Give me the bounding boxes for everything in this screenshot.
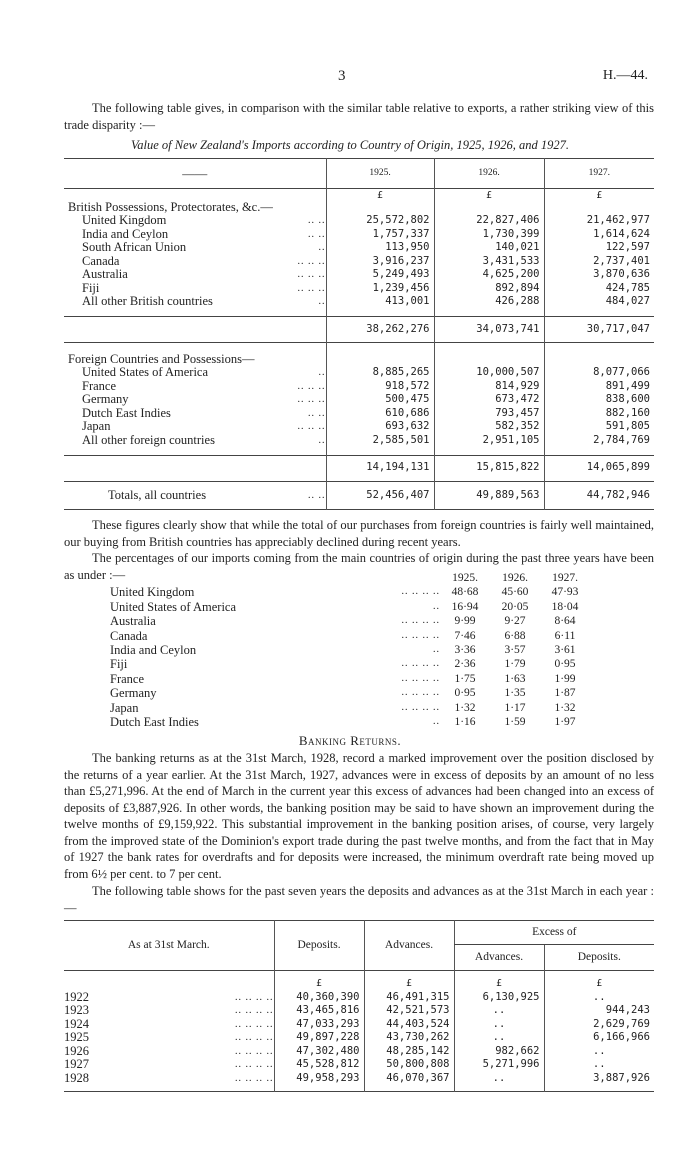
banking-value: 43,465,816 xyxy=(274,1004,364,1018)
value-cell: 424,785 xyxy=(544,282,654,296)
row-label: Fiji .. .. .. xyxy=(82,280,326,295)
imports-year-header: 1926. xyxy=(434,159,544,189)
banking-value: 6,130,925 xyxy=(454,991,544,1005)
row-label: 1926 .. .. .. .. xyxy=(64,1043,274,1058)
value-cell: 591,805 xyxy=(544,420,654,434)
value-cell: 2,951,105 xyxy=(434,434,544,448)
banking-value: 46,070,367 xyxy=(364,1072,454,1086)
col-excess-advances-header: Advances. xyxy=(454,945,544,971)
banking-value: 44,403,524 xyxy=(364,1018,454,1032)
pct-year-header: 1926. xyxy=(502,572,528,584)
pct-value: 1·35 xyxy=(504,687,526,700)
pct-value: 9·99 xyxy=(454,615,476,628)
banking-value: 50,800,808 xyxy=(364,1058,454,1072)
col-excess-header: Excess of xyxy=(454,921,654,945)
british-row xyxy=(64,295,654,309)
foreign-row xyxy=(64,420,654,434)
value-cell: 2,784,769 xyxy=(544,434,654,448)
banking-row xyxy=(64,991,654,1005)
foreign-row xyxy=(64,380,654,394)
paragraph-percentages-intro: The percentages of our imports coming from the main countries of origin during the past three years have been as under :— xyxy=(64,551,654,582)
pct-value: 1·32 xyxy=(454,701,476,714)
grand-total: 44,782,946 xyxy=(544,489,654,509)
pct-value: 0·95 xyxy=(554,658,576,671)
pct-value: 1·79 xyxy=(504,658,526,671)
value-cell: 5,249,493 xyxy=(326,268,434,282)
banking-value: 5,271,996 xyxy=(454,1058,544,1072)
banking-value: 49,897,228 xyxy=(274,1031,364,1045)
banking-value: .. xyxy=(544,1045,654,1059)
value-cell: 140,021 xyxy=(434,241,544,255)
banking-value: 43,730,262 xyxy=(364,1031,454,1045)
pct-value: 18·04 xyxy=(551,600,579,613)
row-label: Dutch East Indies .. xyxy=(110,715,440,730)
british-total: 34,073,741 xyxy=(434,317,544,343)
pct-value: 0·95 xyxy=(454,687,476,700)
pct-value: 9·27 xyxy=(504,615,526,628)
value-cell: 793,457 xyxy=(434,407,544,421)
col-as-at-header: As at 31st March. xyxy=(127,938,210,951)
pct-row xyxy=(110,614,590,628)
value-cell: 2,737,401 xyxy=(544,255,654,269)
value-cell: 484,027 xyxy=(544,295,654,309)
pct-value: 1·87 xyxy=(554,687,576,700)
percentages-table xyxy=(110,571,590,729)
currency-symbol: £ xyxy=(274,971,364,991)
value-cell: 22,827,406 xyxy=(434,214,544,228)
pct-value: 16·94 xyxy=(451,600,479,613)
value-cell: 610,686 xyxy=(326,407,434,421)
row-label: France .. .. .. .. xyxy=(110,671,440,686)
british-heading: British Possessions, Protectorates, &c.— xyxy=(68,199,273,214)
row-label: 1928 .. .. .. .. xyxy=(64,1070,274,1085)
value-cell: 882,160 xyxy=(544,407,654,421)
value-cell: 426,288 xyxy=(434,295,544,309)
row-label: South African Union .. xyxy=(82,240,326,254)
intro-paragraph: The following table gives, in comparison with the similar table relative to exports, a rather striking view of this trade disparity :— xyxy=(64,101,654,132)
banking-value: 2,629,769 xyxy=(544,1018,654,1032)
british-total: 30,717,047 xyxy=(544,317,654,343)
pct-row xyxy=(110,657,590,671)
pct-value: 1·63 xyxy=(504,672,526,685)
foreign-total: 14,194,131 xyxy=(326,455,434,481)
imports-year-header: 1927. xyxy=(544,159,654,189)
value-cell: 838,600 xyxy=(544,393,654,407)
value-cell: 891,499 xyxy=(544,380,654,394)
banking-value: 42,521,573 xyxy=(364,1004,454,1018)
foreign-row xyxy=(64,407,654,421)
value-cell: 21,462,977 xyxy=(544,214,654,228)
paragraph-banking-table-intro: The following table shows for the past seven years the deposits and advances as at the 31st March in each year :— xyxy=(64,884,654,915)
imports-stub-header: —— xyxy=(182,166,208,181)
banking-value: 48,285,142 xyxy=(364,1045,454,1059)
value-cell: 1,239,456 xyxy=(326,282,434,296)
currency-symbol: £ xyxy=(454,971,544,991)
row-label: Germany .. .. .. xyxy=(82,392,326,406)
banking-value: 982,662 xyxy=(454,1045,544,1059)
pct-value: 7·46 xyxy=(454,629,476,642)
row-label: Germany .. .. .. .. xyxy=(110,686,440,701)
row-label: Fiji .. .. .. .. xyxy=(110,657,440,672)
pct-row xyxy=(110,643,590,657)
foreign-row xyxy=(64,434,654,448)
currency-symbol: £ xyxy=(326,189,434,203)
pct-value: 1·99 xyxy=(554,672,576,685)
page-number: 3 xyxy=(338,68,346,84)
pct-row xyxy=(110,715,590,729)
value-cell: 8,077,066 xyxy=(544,366,654,380)
row-label: Canada .. .. .. xyxy=(82,253,326,268)
row-label: United Kingdom .. .. .. .. xyxy=(110,585,440,600)
value-cell: 413,001 xyxy=(326,295,434,309)
banking-row xyxy=(64,1018,654,1032)
row-label: United States of America .. xyxy=(82,365,326,379)
row-label: Dutch East Indies .. .. xyxy=(82,405,326,420)
value-cell: 113,950 xyxy=(326,241,434,255)
foreign-row xyxy=(64,366,654,380)
row-label: United Kingdom .. .. xyxy=(82,213,326,227)
pct-value: 1·16 xyxy=(454,716,476,729)
value-cell: 3,431,533 xyxy=(434,255,544,269)
value-cell: 3,916,237 xyxy=(326,255,434,269)
value-cell: 2,585,501 xyxy=(326,434,434,448)
row-label: France .. .. .. xyxy=(82,378,326,393)
banking-value: .. xyxy=(454,1004,544,1018)
pct-value: 1·97 xyxy=(554,716,576,729)
foreign-heading: Foreign Countries and Possessions— xyxy=(68,351,255,366)
paragraph-foreign-purchases: These figures clearly show that while the total of our purchases from foreign countries is fairly well maintained, our buying from British countries has appreciably declined during recent years. xyxy=(64,518,654,549)
value-cell: 4,625,200 xyxy=(434,268,544,282)
banking-value: 47,033,293 xyxy=(274,1018,364,1032)
pct-value: 2·36 xyxy=(454,658,476,671)
pct-value: 6·11 xyxy=(554,629,576,642)
value-cell: 918,572 xyxy=(326,380,434,394)
currency-symbol: £ xyxy=(544,971,654,991)
row-label: 1922 .. .. .. .. xyxy=(64,989,274,1004)
imports-table xyxy=(64,158,654,510)
document-reference: H.—44. xyxy=(602,68,648,83)
british-row xyxy=(64,228,654,242)
banking-value: 47,302,480 xyxy=(274,1045,364,1059)
pct-value: 8·64 xyxy=(554,615,576,628)
foreign-total: 14,065,899 xyxy=(544,455,654,481)
pct-value: 45·60 xyxy=(501,586,529,599)
value-cell: 1,757,337 xyxy=(326,228,434,242)
row-label: 1923 .. .. .. .. xyxy=(64,1003,274,1017)
banking-row xyxy=(64,1058,654,1072)
currency-symbol: £ xyxy=(364,971,454,991)
row-label: Canada .. .. .. .. xyxy=(110,628,440,643)
banking-value: .. xyxy=(454,1072,544,1086)
imports-year-header: 1925. xyxy=(326,159,434,189)
pct-value: 47·93 xyxy=(551,586,579,599)
grand-total-label: Totals, all countries .. .. xyxy=(108,488,326,502)
banking-row xyxy=(64,1045,654,1059)
pct-value: 6·88 xyxy=(504,629,526,642)
banking-returns-heading: Banking Returns. xyxy=(298,733,402,748)
value-cell: 122,597 xyxy=(544,241,654,255)
value-cell: 814,929 xyxy=(434,380,544,394)
grand-total: 52,456,407 xyxy=(326,489,434,509)
value-cell: 25,572,802 xyxy=(326,214,434,228)
pct-row xyxy=(110,672,590,686)
imports-table-caption: Value of New Zealand's Imports according to Country of Origin, 1925, 1926, and 1927. xyxy=(131,138,569,152)
currency-symbol: £ xyxy=(434,189,544,203)
pct-value: 1·59 xyxy=(504,716,526,729)
row-label: All other British countries .. xyxy=(82,294,326,308)
pct-value: 3·36 xyxy=(454,644,476,657)
banking-value: .. xyxy=(544,991,654,1005)
value-cell: 8,885,265 xyxy=(326,366,434,380)
pct-value: 48·68 xyxy=(451,586,479,599)
banking-value: .. xyxy=(544,1058,654,1072)
pct-year-header: 1927. xyxy=(552,572,578,584)
col-excess-deposits-header: Deposits. xyxy=(544,945,654,971)
row-label: Japan .. .. .. .. xyxy=(110,700,440,715)
banking-value: 944,243 xyxy=(544,1004,654,1018)
british-total: 38,262,276 xyxy=(326,317,434,343)
row-label: Australia .. .. .. .. xyxy=(110,614,440,629)
british-row xyxy=(64,268,654,282)
banking-row xyxy=(64,1004,654,1018)
british-row xyxy=(64,241,654,255)
banking-value: 6,166,966 xyxy=(544,1031,654,1045)
pct-value: 1·75 xyxy=(454,672,476,685)
pct-value: 1·17 xyxy=(504,701,526,714)
value-cell: 500,475 xyxy=(326,393,434,407)
pct-row xyxy=(110,629,590,643)
banking-value: 3,887,926 xyxy=(544,1072,654,1086)
banking-row xyxy=(64,1072,654,1086)
banking-value: .. xyxy=(454,1018,544,1032)
pct-row xyxy=(110,686,590,700)
value-cell: 10,000,507 xyxy=(434,366,544,380)
banking-value: 46,491,315 xyxy=(364,991,454,1005)
row-label: India and Ceylon .. xyxy=(110,643,440,658)
banking-table xyxy=(64,920,654,1092)
banking-value: 40,360,390 xyxy=(274,991,364,1005)
value-cell: 693,632 xyxy=(326,420,434,434)
pct-value: 3·61 xyxy=(554,644,576,657)
foreign-total: 15,815,822 xyxy=(434,455,544,481)
page-header xyxy=(0,68,700,84)
value-cell: 3,870,636 xyxy=(544,268,654,282)
banking-row xyxy=(64,1031,654,1045)
banking-value: 49,958,293 xyxy=(274,1072,364,1086)
value-cell: 1,614,624 xyxy=(544,228,654,242)
british-row xyxy=(64,214,654,228)
grand-total: 49,889,563 xyxy=(434,489,544,509)
foreign-row xyxy=(64,393,654,407)
value-cell: 892,894 xyxy=(434,282,544,296)
col-advances-header: Advances. xyxy=(364,921,454,971)
pct-row xyxy=(110,600,590,614)
pct-value: 1·32 xyxy=(554,701,576,714)
british-row xyxy=(64,282,654,296)
british-row xyxy=(64,255,654,269)
value-cell: 582,352 xyxy=(434,420,544,434)
col-deposits-header: Deposits. xyxy=(274,921,364,971)
value-cell: 1,730,399 xyxy=(434,228,544,242)
row-label: 1927 .. .. .. .. xyxy=(64,1057,274,1071)
currency-symbol: £ xyxy=(544,189,654,203)
pct-row xyxy=(110,585,590,599)
row-label: United States of America .. xyxy=(110,599,440,614)
row-label: 1924 .. .. .. .. xyxy=(64,1016,274,1031)
row-label: 1925 .. .. .. .. xyxy=(64,1030,274,1044)
row-label: Australia .. .. .. xyxy=(82,267,326,281)
paragraph-banking-returns: The banking returns as at the 31st March, 1928, record a marked improvement over the position disclosed by the returns of a year earlier. At the 31st March, 1927, advances were in excess of deposits by an amount of no less than £5,271,996. At the end of March in the current year this excess of advances had been changed into an excess of deposits of £3,887,926. In other words, the banking position may be said to have shown an improvement during the twelve months of £9,159,922. This substantial improvement in the banking position arises, of course, very largely from the improved state of the Dominion's export trade during the past twelve months, and from the fact that in May of 1927 the bank rates for overdrafts and for deposits were increased, the minimum overdraft rate being moved up from 6½ per cent. to 7 per cent. xyxy=(64,751,654,881)
pct-row xyxy=(110,701,590,715)
pct-value: 3·57 xyxy=(504,644,526,657)
banking-value: .. xyxy=(454,1031,544,1045)
row-label: All other foreign countries .. xyxy=(82,432,326,447)
row-label: Japan .. .. .. xyxy=(82,419,326,433)
value-cell: 673,472 xyxy=(434,393,544,407)
pct-year-header: 1925. xyxy=(452,572,478,584)
banking-value: 45,528,812 xyxy=(274,1058,364,1072)
row-label: India and Ceylon .. .. xyxy=(82,226,326,241)
pct-value: 20·05 xyxy=(501,600,529,613)
